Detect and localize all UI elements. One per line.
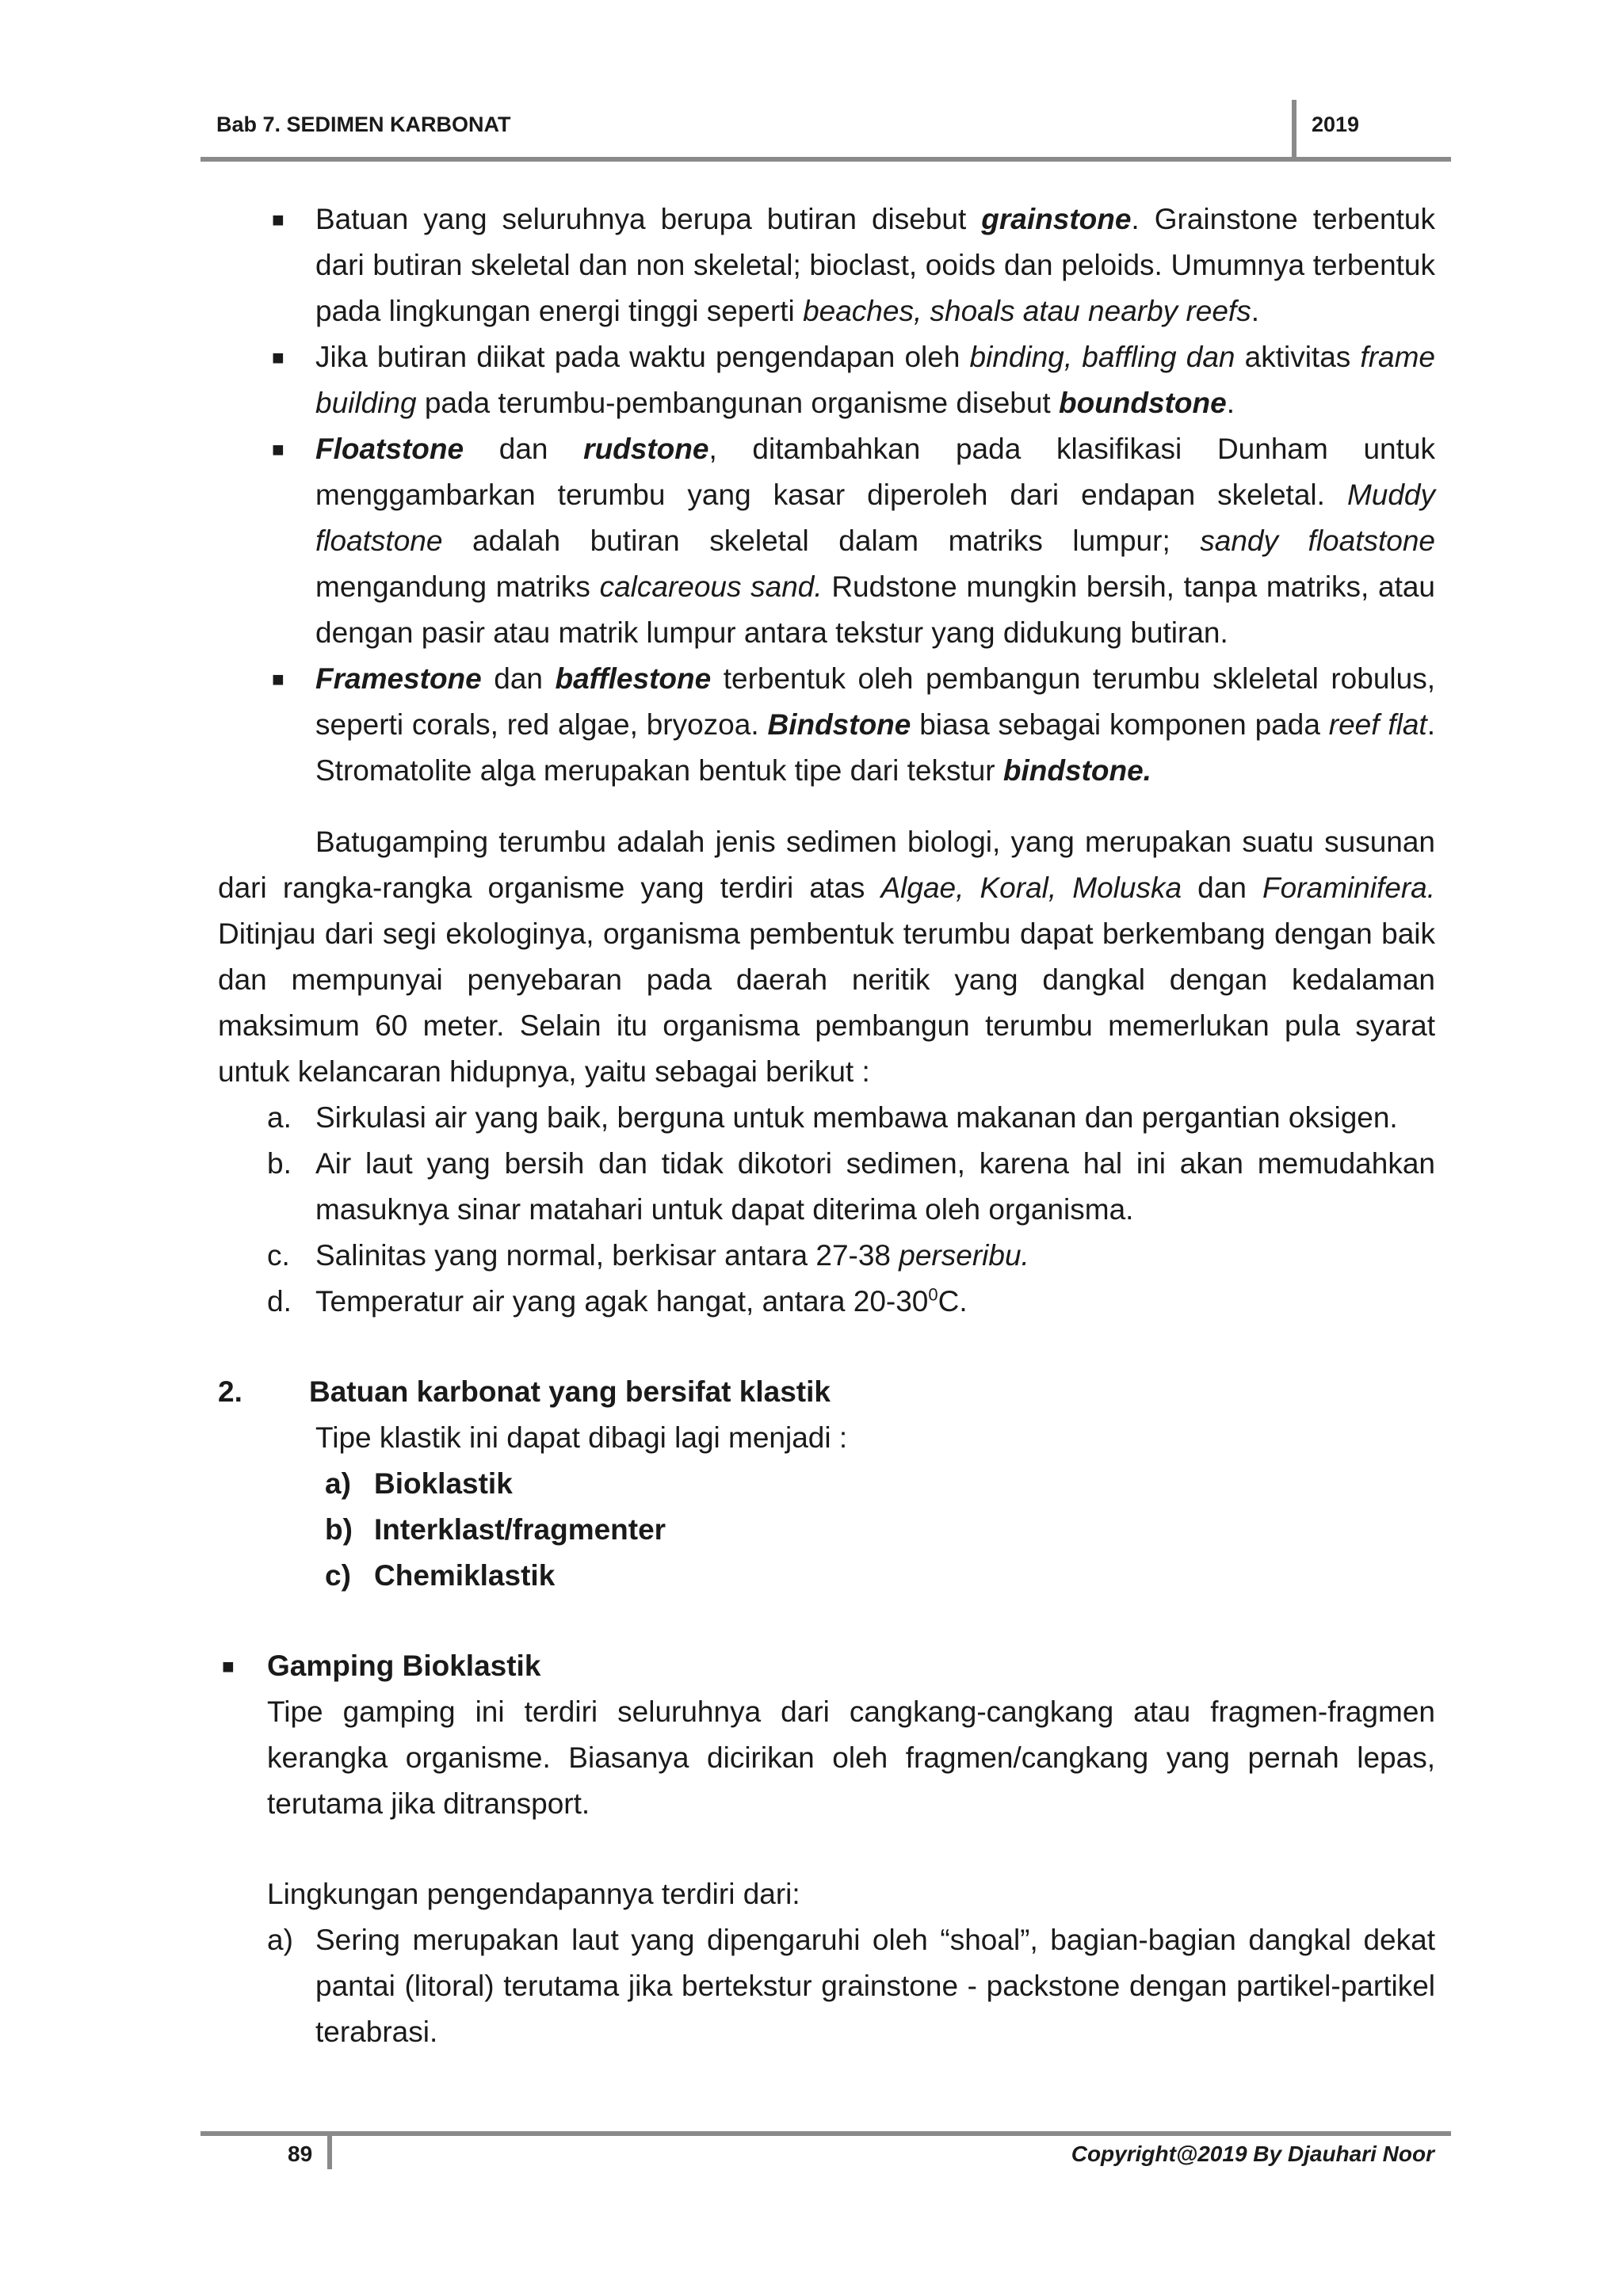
- clastic-type-item: b) Interklast/fragmenter: [325, 1513, 666, 1546]
- page-number: 89: [288, 2142, 313, 2166]
- bullet-floatstone-rudstone: ■ Floatstone dan rudstone, ditambahkan pada klasifikasi Dunham untuk menggambarkan terumbu yang kasar diperoleh dari endapan skeletal. Muddy floatstone adalah butiran skeletal dalam matriks lumpur; sandy floatstone mengandung matriks calcareous sand. Rudstone mungkin bersih, tanpa matriks, atau dengan pasir atau matrik lumpur antara tekstur yang didukung butiran.: [218, 426, 1435, 656]
- condition-item: c. Salinitas yang normal, berkisar antara 27-38 perseribu.: [267, 1239, 1029, 1272]
- environment-intro: Lingkungan pengendapannya terdiri dari:: [267, 1878, 800, 1910]
- square-bullet-icon: ■: [222, 1654, 235, 1678]
- footer-divider: [327, 2131, 332, 2169]
- section-title: Batuan karbonat yang bersifat klastik: [309, 1375, 831, 1408]
- condition-item: a. Sirkulasi air yang baik, berguna untuk membawa makanan dan pergantian oksigen.: [267, 1101, 1398, 1134]
- section-2-intro: Tipe klastik ini dapat dibagi lagi menjadi :: [315, 1421, 848, 1454]
- section-number: 2.: [218, 1375, 242, 1408]
- section-2-heading: [218, 1369, 1435, 1415]
- bullet-framestone-bafflestone: ■ Framestone dan bafflestone terbentuk oleh pembangun terumbu skleletal robulus, seperti corals, red algae, bryozoa. Bindstone biasa sebagai komponen pada reef flat. Stromatolite alga merupakan bentuk tipe dari tekstur bindstone.: [218, 656, 1435, 794]
- page-body: [218, 196, 1435, 2055]
- clastic-type-item: a) Bioklastik: [325, 1467, 513, 1500]
- square-bullet-icon: ■: [272, 667, 285, 691]
- copyright-notice: Copyright@2019 By Djauhari Noor: [1071, 2142, 1434, 2166]
- header-divider: [1292, 100, 1296, 160]
- clastic-type-item: c) Chemiklastik: [325, 1559, 556, 1592]
- bullet-grainstone: ■ Batuan yang seluruhnya berupa butiran disebut grainstone. Grainstone terbentuk dari butiran skeletal dan non skeletal; bioclast, ooids dan peloids. Umumnya terbentuk pada lingkungan energi tinggi seperti beaches, shoals atau nearby reefs.: [218, 196, 1435, 334]
- texture-bullet-list: [218, 196, 1435, 794]
- paragraph-batugamping-terumbu: Batugamping terumbu adalah jenis sedimen biologi, yang merupakan suatu susunan dari rangka-rangka organisme yang terdiri atas Algae, Koral, Moluska dan Foraminifera. Ditinjau dari segi ekologinya, organisma pembentuk terumbu dapat berkembang dengan baik dan mempunyai penyebaran pada daerah neritik yang dangkal dengan kedalaman maksimum 60 meter. Selain itu organisma pembangun terumbu memerlukan pula syarat untuk kelancaran hidupnya, yaitu sebagai berikut :: [218, 826, 1435, 1088]
- conditions-list: [218, 1095, 1435, 1325]
- header-year: 2019: [1312, 113, 1360, 136]
- environment-item: a) Sering merupakan laut yang dipengaruhi oleh “shoal”, bagian-bagian dangkal dekat pantai (litoral) terutama jika bertekstur grainstone - packstone dengan partikel-partikel terabrasi.: [267, 1924, 1435, 2048]
- bullet-boundstone: ■ Jika butiran diikat pada waktu pengendapan oleh binding, baffling dan aktivitas frame building pada terumbu-pembangunan organisme disebut boundstone.: [218, 334, 1435, 426]
- gamping-bioklastik-heading: ■ Gamping Bioklastik: [218, 1643, 1435, 1689]
- footer-rule: [200, 2131, 1451, 2136]
- condition-item: d. Temperatur air yang agak hangat, antara $20-30^0C$.: [267, 1284, 968, 1318]
- square-bullet-icon: ■: [272, 437, 285, 461]
- condition-item: b. Air laut yang bersih dan tidak dikotori sedimen, karena hal ini akan memudahkan masuknya sinar matahari untuk dapat diterima oleh organisma.: [267, 1147, 1435, 1226]
- square-bullet-icon: ■: [272, 208, 285, 231]
- header-chapter-title: Bab 7. SEDIMEN KARBONAT: [216, 113, 511, 136]
- gamping-bioklastik-body: Tipe gamping ini terdiri seluruhnya dari cangkang-cangkang atau fragmen-fragmen kerangka organisme. Biasanya dicirikan oleh fragmen/cangkang yang pernah lepas, terutama jika ditransport.: [267, 1695, 1435, 1820]
- clastic-type-list: [218, 1461, 1435, 1599]
- header-rule: [200, 157, 1451, 162]
- square-bullet-icon: ■: [272, 345, 285, 369]
